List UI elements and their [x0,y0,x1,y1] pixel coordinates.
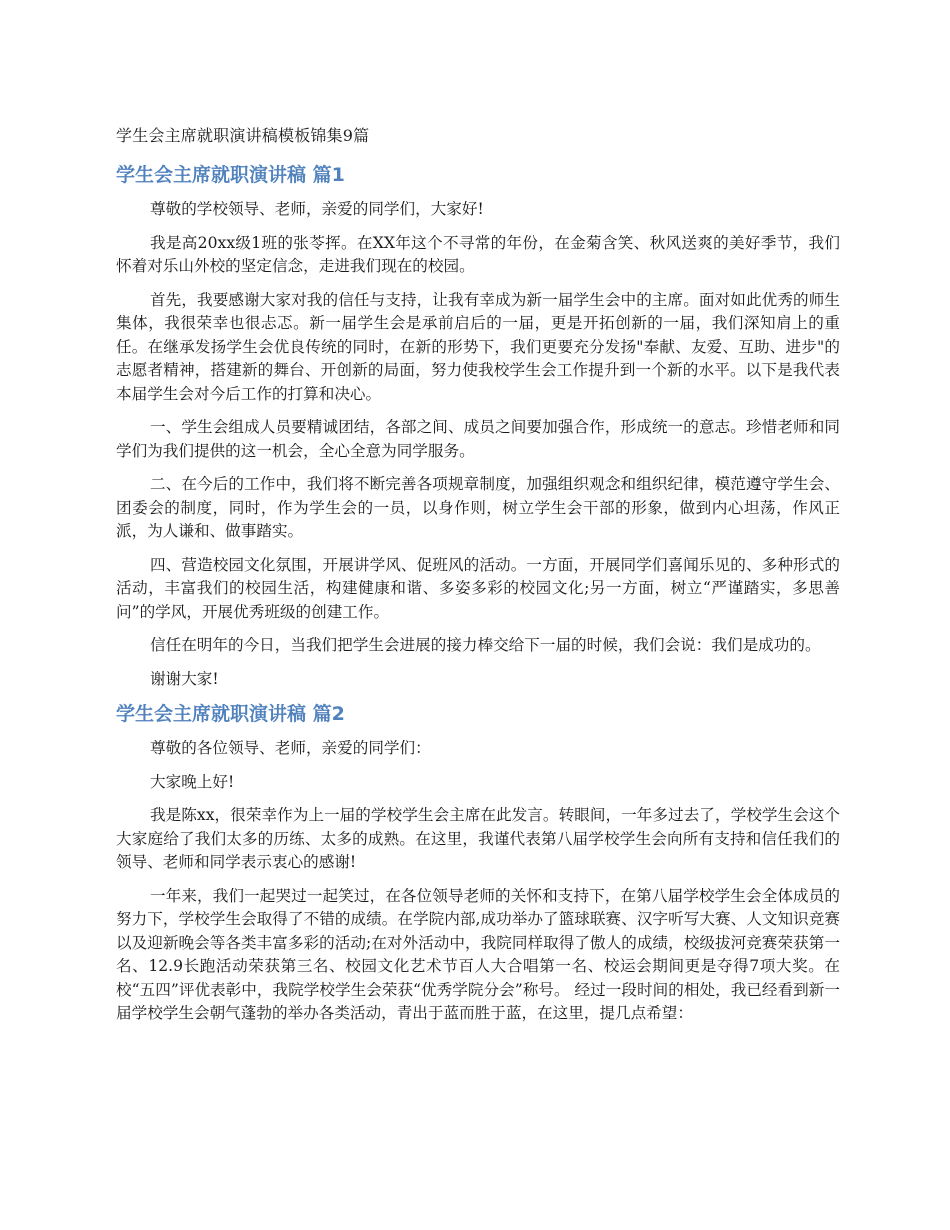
section-heading: 学生会主席就职演讲稿 篇2 [116,703,345,725]
paragraph: 谢谢大家! [150,669,219,688]
paragraph: 一、学生会组成人员要精诚团结，各部之间、成员之间要加强合作，形成统一的意志。珍惜老师和同学们为我们提供的这一机会，全心全意为同学服务。 [116,418,840,460]
section-heading: 学生会主席就职演讲稿 篇1 [116,164,345,186]
paragraph: 尊敬的学校领导、老师，亲爱的同学们，大家好! [150,200,484,218]
paragraph: 二、在今后的工作中，我们将不断完善各项规章制度，加强组织观念和组织纪律，模范遵守学生会、团委会的制度，同时，作为学生会的一员，以身作则，树立学生会干部的形象，做到内心坦荡，作风正派，为人谦和、做事踏实。 [116,475,840,540]
paragraph: 首先，我要感谢大家对我的信任与支持，让我有幸成为新一届学生会中的主席。面对如此优秀的师生集体，我很荣幸也很忐忑。新一届学生会是承前启后的一届，更是开拓创新的一届，我们深知肩上的重任。在继承发扬学生会优良传统的同时，在新的形势下，我们更要充分发扬"奉献、友爱、互助、进步"的志愿者精神，搭建新的舞台、开创新的局面，努力使我校学生会工作提升到一个新的水平。以下是我代表本届学生会对今后工作的打算和决心。 [116,290,840,403]
paragraph: 一年来，我们一起哭过一起笑过，在各位领导老师的关怀和支持下，在第八届学校学生会全体成员的努力下，学校学生会取得了不错的成绩。在学院内部,成功举办了篮球联赛、汉字听写大赛、人文知识竞赛以及迎新晚会等各类丰富多彩的活动;在对外活动中，我院同样取得了傲人的成绩，校级拔河竞赛荣获第一名、12.9长跑活动荣获第三名、校园文化艺术节百人大合唱第一名、校运会期间更是夺得7项大奖。在校“五四”评优表彰中，我院学校学生会荣获“优秀学院分会”称号。 经过一段时间的相处，我已经看到新一届学校学生会朝气蓬勃的举办各类活动，青出于蓝而胜于蓝，在这里，提几点希望： [116,886,840,1022]
paragraph: 尊敬的各位领导、老师，亲爱的同学们： [150,739,431,757]
paragraph: 大家晚上好! [150,772,235,791]
paragraph: 信任在明年的今日，当我们把学生会进展的接力棒交给下一届的时候，我们会说：我们是成功的。 [150,636,821,654]
document-title: 学生会主席就职演讲稿模板锦集9篇 [116,126,370,145]
paragraph: 四、营造校园文化氛围，开展讲学风、促班风的活动。一方面，开展同学们喜闻乐见的、多种形式的活动，丰富我们的校园生活，构建健康和谐、多姿多彩的校园文化;另一方面，树立“严谨踏实，多思善问”的学风，开展优秀班级的创建工作。 [116,555,840,621]
paragraph: 我是高20xx级1班的张苓挥。在XX年这个不寻常的年份，在金菊含笑、秋风送爽的美好季节，我们怀着对乐山外校的坚定信念，走进我们现在的校园。 [116,233,840,275]
document-page [116,124,840,1036]
section-1 [116,162,840,691]
section-2 [116,701,840,1026]
paragraph: 我是陈xx，很荣幸作为上一届的学校学生会主席在此发言。转眼间，一年多过去了，学校学生会这个大家庭给了我们太多的历练、太多的成熟。在这里，我谨代表第八届学校学生会向所有支持和信任我们的领导、老师和同学表示衷心的感谢! [116,806,840,871]
